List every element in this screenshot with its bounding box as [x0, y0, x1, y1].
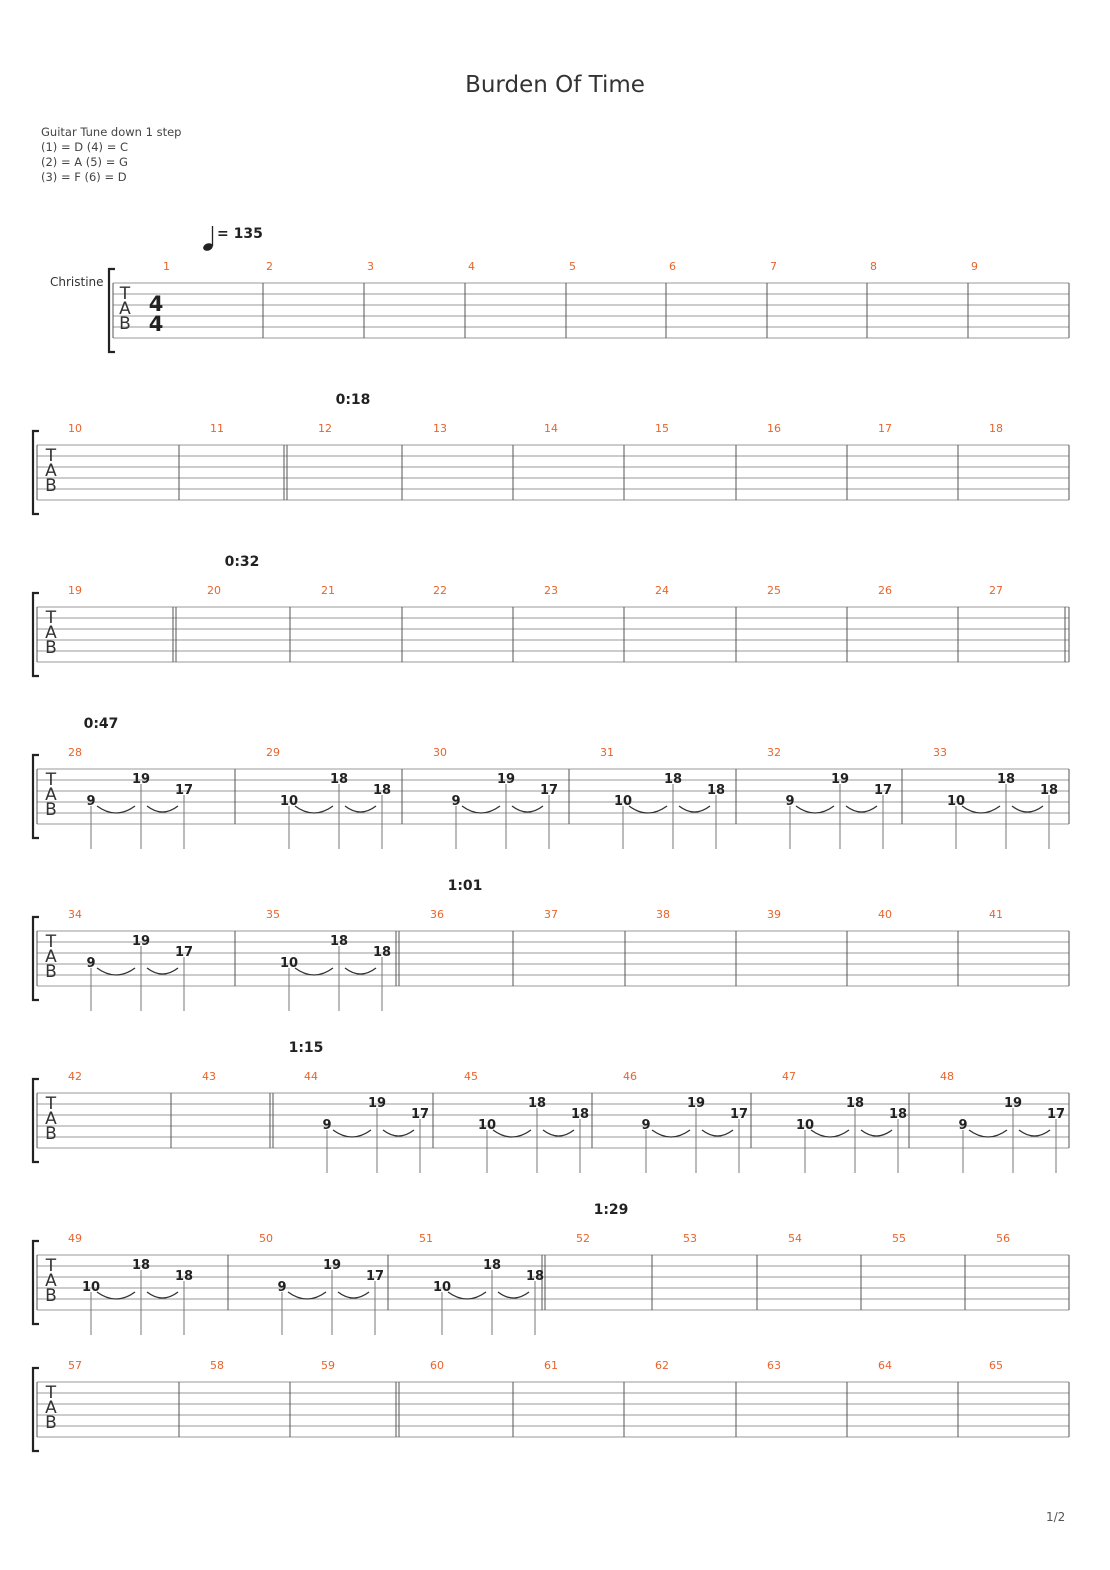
slur — [97, 1292, 135, 1299]
time-marker: 1:01 — [447, 878, 483, 894]
measure-number: 21 — [321, 584, 335, 597]
fret-number: 19 — [686, 1096, 706, 1111]
slur — [629, 806, 667, 813]
fret-number: 9 — [322, 1118, 332, 1133]
measure-number: 44 — [304, 1070, 318, 1083]
system-bracket — [33, 431, 39, 514]
slur — [846, 806, 877, 812]
time-marker: 0:18 — [335, 392, 371, 408]
measure-number: 48 — [940, 1070, 954, 1083]
fret-number: 18 — [372, 945, 392, 960]
measure-number: 14 — [544, 422, 558, 435]
measure-number: 4 — [468, 260, 475, 273]
measure-number: 9 — [971, 260, 978, 273]
measure-number: 45 — [464, 1070, 478, 1083]
fret-number: 19 — [367, 1096, 387, 1111]
tab-clef-letter: T — [45, 446, 57, 466]
fret-number: 9 — [451, 794, 461, 809]
tab-clef-letter: T — [45, 1383, 57, 1403]
fret-number: 18 — [174, 1269, 194, 1284]
fret-number: 17 — [174, 783, 194, 798]
time-marker: 1:29 — [593, 1202, 629, 1218]
measure-number: 26 — [878, 584, 892, 597]
fret-number: 17 — [365, 1269, 385, 1284]
tuning-line: (3) = F (6) = D — [41, 170, 127, 184]
measure-number: 65 — [989, 1359, 1003, 1372]
measure-number: 13 — [433, 422, 447, 435]
measure-number: 15 — [655, 422, 669, 435]
measure-number: 38 — [656, 908, 670, 921]
tab-clef-letter: A — [45, 1271, 57, 1291]
tuning-line: (2) = A (5) = G — [41, 155, 128, 169]
fret-number: 18 — [1039, 783, 1059, 798]
time-marker: 1:15 — [288, 1040, 324, 1056]
measure-number: 23 — [544, 584, 558, 597]
tab-clef-letter: A — [45, 947, 57, 967]
measure-number: 30 — [433, 746, 447, 759]
measure-number: 32 — [767, 746, 781, 759]
fret-number: 10 — [795, 1118, 815, 1133]
measure-number: 41 — [989, 908, 1003, 921]
tempo-label: = 135 — [217, 226, 263, 242]
fret-number: 10 — [477, 1118, 497, 1133]
tab-clef-letter: B — [45, 1286, 57, 1306]
fret-number: 9 — [785, 794, 795, 809]
measure-number: 5 — [569, 260, 576, 273]
slur — [493, 1130, 531, 1137]
slur — [345, 968, 376, 974]
fret-number: 17 — [410, 1107, 430, 1122]
measure-number: 29 — [266, 746, 280, 759]
measure-number: 6 — [669, 260, 676, 273]
slur — [969, 1130, 1007, 1137]
slur — [796, 806, 834, 813]
slur — [97, 806, 135, 813]
tab-clef-letter: A — [119, 299, 131, 319]
tab-clef-letter: T — [45, 1094, 57, 1114]
fret-number: 10 — [279, 956, 299, 971]
measure-number: 35 — [266, 908, 280, 921]
fret-number: 9 — [86, 794, 96, 809]
slur — [702, 1130, 733, 1136]
measure-number: 1 — [163, 260, 170, 273]
time-signature-denominator: 4 — [148, 312, 164, 336]
fret-number: 10 — [279, 794, 299, 809]
measure-number: 27 — [989, 584, 1003, 597]
slur — [147, 968, 178, 974]
measure-number: 17 — [878, 422, 892, 435]
measure-number: 58 — [210, 1359, 224, 1372]
fret-number: 18 — [527, 1096, 547, 1111]
measure-number: 56 — [996, 1232, 1010, 1245]
tab-clef-letter: T — [45, 770, 57, 790]
page-number: 1/2 — [1046, 1510, 1066, 1524]
slur — [333, 1130, 371, 1137]
time-marker: 0:47 — [83, 716, 119, 732]
tab-clef-letter: B — [45, 1124, 57, 1144]
instrument-name: Christine — [50, 275, 104, 289]
slur — [448, 1292, 486, 1299]
fret-number: 10 — [613, 794, 633, 809]
system-bracket — [33, 1241, 39, 1324]
fret-number: 18 — [706, 783, 726, 798]
measure-number: 37 — [544, 908, 558, 921]
system-bracket — [33, 755, 39, 838]
measure-number: 62 — [655, 1359, 669, 1372]
measure-number: 42 — [68, 1070, 82, 1083]
measure-number: 40 — [878, 908, 892, 921]
measure-number: 47 — [782, 1070, 796, 1083]
measure-number: 28 — [68, 746, 82, 759]
tab-clef-letter: B — [45, 638, 57, 658]
fret-number: 19 — [131, 934, 151, 949]
tab-clef-letter: T — [45, 932, 57, 952]
fret-number: 18 — [329, 772, 349, 787]
fret-number: 17 — [873, 783, 893, 798]
slur — [1012, 806, 1043, 812]
measure-number: 31 — [600, 746, 614, 759]
measure-number: 12 — [318, 422, 332, 435]
fret-number: 19 — [830, 772, 850, 787]
measure-number: 19 — [68, 584, 82, 597]
fret-number: 18 — [845, 1096, 865, 1111]
measure-number: 46 — [623, 1070, 637, 1083]
fret-number: 9 — [958, 1118, 968, 1133]
measure-number: 57 — [68, 1359, 82, 1372]
slur — [498, 1292, 529, 1298]
fret-number: 18 — [372, 783, 392, 798]
measure-number: 22 — [433, 584, 447, 597]
fret-number: 18 — [482, 1258, 502, 1273]
measure-number: 61 — [544, 1359, 558, 1372]
fret-number: 17 — [729, 1107, 749, 1122]
slur — [295, 968, 333, 975]
measure-number: 63 — [767, 1359, 781, 1372]
slur — [295, 806, 333, 813]
measure-number: 36 — [430, 908, 444, 921]
tab-clef-letter: B — [45, 476, 57, 496]
tab-clef-letter: T — [45, 608, 57, 628]
fret-number: 18 — [570, 1107, 590, 1122]
tab-clef-letter: B — [45, 800, 57, 820]
measure-number: 33 — [933, 746, 947, 759]
tab-clef-letter: A — [45, 1109, 57, 1129]
slur — [652, 1130, 690, 1137]
measure-number: 60 — [430, 1359, 444, 1372]
measure-number: 3 — [367, 260, 374, 273]
fret-number: 18 — [996, 772, 1016, 787]
measure-number: 16 — [767, 422, 781, 435]
tab-clef-letter: B — [45, 962, 57, 982]
measure-number: 64 — [878, 1359, 892, 1372]
measure-number: 59 — [321, 1359, 335, 1372]
slur — [288, 1292, 326, 1299]
tuning-heading: Guitar Tune down 1 step — [41, 125, 182, 139]
slur — [512, 806, 543, 812]
slur — [1019, 1130, 1050, 1136]
fret-number: 10 — [432, 1280, 452, 1295]
tab-clef-letter: A — [45, 1398, 57, 1418]
measure-number: 34 — [68, 908, 82, 921]
system-bracket — [33, 1079, 39, 1162]
slur — [861, 1130, 892, 1136]
fret-number: 10 — [946, 794, 966, 809]
fret-number: 18 — [888, 1107, 908, 1122]
time-marker: 0:32 — [224, 554, 260, 570]
tab-clef-letter: B — [45, 1413, 57, 1433]
tab-clef-letter: T — [119, 284, 131, 304]
fret-number: 17 — [539, 783, 559, 798]
slur — [811, 1130, 849, 1137]
measure-number: 55 — [892, 1232, 906, 1245]
slur — [147, 1292, 178, 1298]
tuning-line: (1) = D (4) = C — [41, 140, 129, 154]
slur — [97, 968, 135, 975]
tab-clef-letter: T — [45, 1256, 57, 1276]
fret-number: 10 — [81, 1280, 101, 1295]
measure-number: 20 — [207, 584, 221, 597]
system-bracket — [33, 593, 39, 676]
system-bracket — [33, 1368, 39, 1451]
measure-number: 11 — [210, 422, 224, 435]
measure-number: 10 — [68, 422, 82, 435]
slur — [462, 806, 500, 813]
fret-number: 17 — [1046, 1107, 1066, 1122]
slur — [679, 806, 710, 812]
measure-number: 2 — [266, 260, 273, 273]
fret-number: 18 — [663, 772, 683, 787]
tab-clef-letter: A — [45, 623, 57, 643]
system-bracket — [109, 269, 115, 352]
measure-number: 43 — [202, 1070, 216, 1083]
fret-number: 19 — [131, 772, 151, 787]
fret-number: 19 — [496, 772, 516, 787]
measure-number: 8 — [870, 260, 877, 273]
slur — [345, 806, 376, 812]
measure-number: 49 — [68, 1232, 82, 1245]
song-title: Burden Of Time — [465, 72, 645, 98]
tab-clef-letter: B — [119, 314, 131, 334]
fret-number: 18 — [131, 1258, 151, 1273]
fret-number: 19 — [322, 1258, 342, 1273]
measure-number: 24 — [655, 584, 669, 597]
fret-number: 9 — [86, 956, 96, 971]
time-signature-numerator: 4 — [148, 292, 164, 316]
system-bracket — [33, 917, 39, 1000]
measure-number: 53 — [683, 1232, 697, 1245]
measure-number: 25 — [767, 584, 781, 597]
fret-number: 19 — [1003, 1096, 1023, 1111]
fret-number: 17 — [174, 945, 194, 960]
slur — [962, 806, 1000, 813]
measure-number: 54 — [788, 1232, 802, 1245]
fret-number: 18 — [329, 934, 349, 949]
fret-number: 9 — [277, 1280, 287, 1295]
slur — [383, 1130, 414, 1136]
fret-number: 9 — [641, 1118, 651, 1133]
tab-clef-letter: A — [45, 461, 57, 481]
measure-number: 39 — [767, 908, 781, 921]
fret-number: 18 — [525, 1269, 545, 1284]
slur — [338, 1292, 369, 1298]
measure-number: 7 — [770, 260, 777, 273]
slur — [543, 1130, 574, 1136]
measure-number: 51 — [419, 1232, 433, 1245]
slur — [147, 806, 178, 812]
measure-number: 18 — [989, 422, 1003, 435]
measure-number: 50 — [259, 1232, 273, 1245]
tab-clef-letter: A — [45, 785, 57, 805]
measure-number: 52 — [576, 1232, 590, 1245]
